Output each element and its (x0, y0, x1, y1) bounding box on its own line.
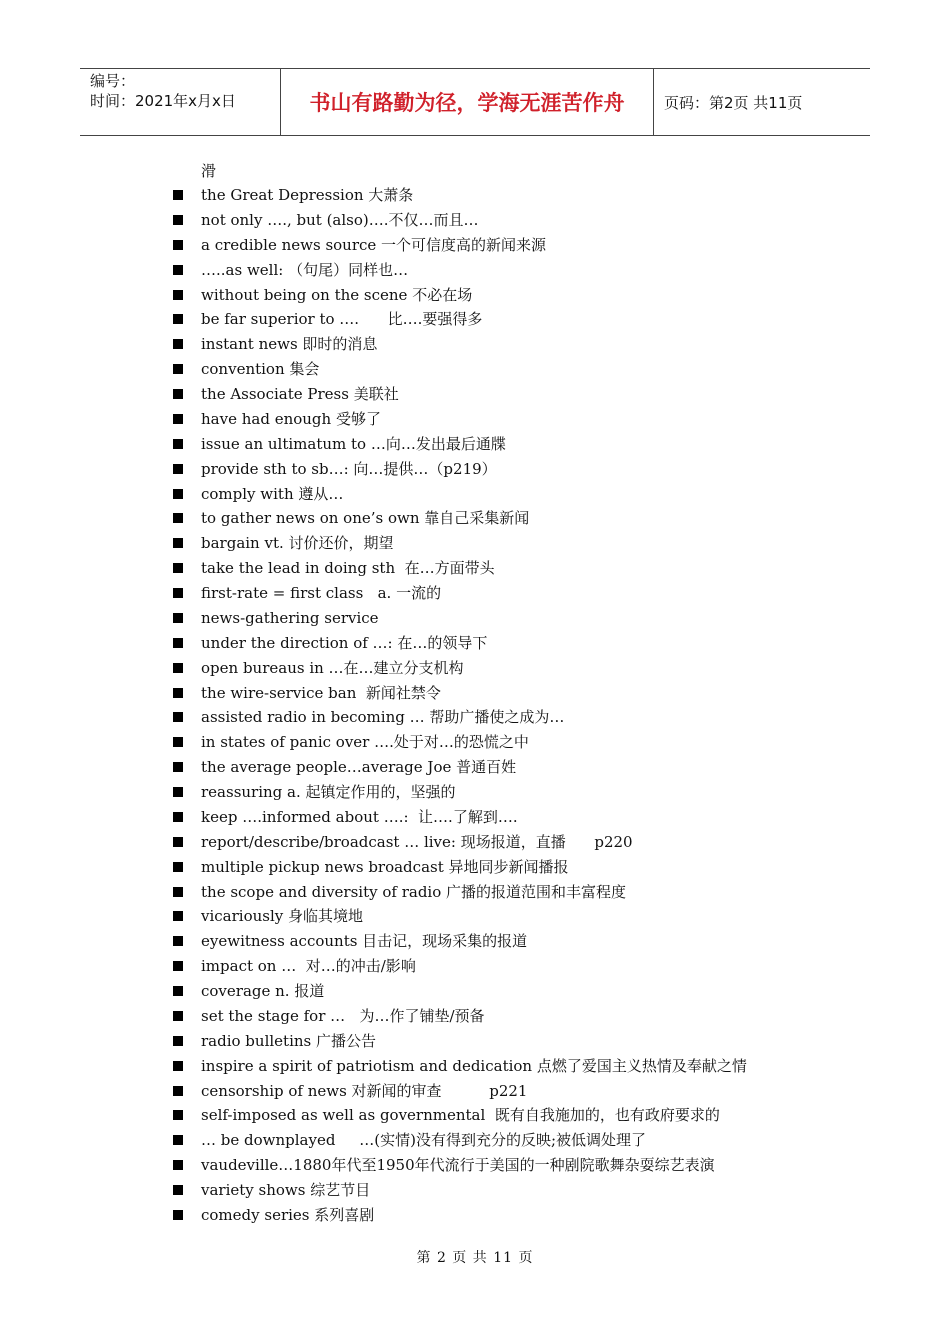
list-item-text: multiple pickup news broadcast 异地同步新闻播报 (201, 857, 569, 876)
bullet-square-icon (173, 1135, 183, 1145)
bullet-square-icon (173, 986, 183, 996)
list-item-text: assisted radio in becoming … 帮助广播使之成为… (201, 708, 565, 727)
list-item (172, 1105, 747, 1130)
list-item-text: comedy series 系列喜剧 (201, 1205, 375, 1224)
list-item (172, 931, 747, 956)
bullet-square-icon (173, 1185, 183, 1195)
list-item (172, 732, 747, 757)
list-item (172, 185, 747, 210)
bullet-square-icon (173, 1011, 183, 1021)
list-item-text: radio bulletins 广播公告 (201, 1031, 376, 1050)
list-item-text: to gather news on one’s own 靠自己采集新闻 (201, 509, 530, 528)
bullet-square-icon (173, 663, 183, 673)
list-item-text: coverage n. 报道 (201, 982, 325, 1000)
bullet-square-icon (173, 737, 183, 747)
list-item (172, 757, 747, 782)
list-item-text: the Associate Press 美联社 (201, 385, 399, 403)
list-item (172, 782, 747, 807)
list-item (172, 1130, 747, 1155)
list-item-text: self-imposed as well as governmental 既有自我施加的，也有政府要求的 (201, 1106, 720, 1125)
list-item-text: the average people…average Joe 普通百姓 (201, 758, 517, 777)
bullet-square-icon (173, 215, 183, 225)
list-item-text: a credible news source 一个可信度高的新闻来源 (201, 235, 547, 254)
list-item-text: report/describe/broadcast … live: 现场报道，直播 p220 (201, 832, 633, 851)
list-item-text: variety shows 综艺节目 (201, 1181, 371, 1199)
list-item-text: the wire-service ban 新闻社禁令 (201, 683, 441, 702)
list-item (172, 857, 747, 882)
vocabulary-list (172, 185, 747, 1230)
list-item-text: the scope and diversity of radio 广播的报道范围和丰富程度 (201, 882, 627, 901)
list-item (172, 434, 747, 459)
bullet-square-icon (173, 961, 183, 971)
time-label: 时间：2021年x月x日 (90, 92, 236, 110)
bullet-square-icon (173, 638, 183, 648)
list-item (172, 285, 747, 310)
list-item-text: be far superior to …. 比….要强得多 (201, 310, 483, 329)
list-item-text: convention 集会 (201, 360, 320, 379)
list-item (172, 1056, 747, 1081)
bullet-square-icon (173, 712, 183, 722)
bullet-square-icon (173, 1210, 183, 1220)
list-item-text: … be downplayed …(实情)没有得到充分的反映;被低调处理了 (201, 1131, 647, 1150)
bullet-square-icon (173, 1086, 183, 1096)
list-item-text: provide sth to sb…: 向…提供…（p219） (201, 459, 497, 478)
list-item (172, 1006, 747, 1031)
list-item-text: the Great Depression 大萧条 (201, 186, 414, 204)
list-item (172, 1205, 747, 1230)
list-item (172, 459, 747, 484)
bullet-square-icon (173, 190, 183, 200)
list-item-text: eyewitness accounts 目击记，现场采集的报道 (201, 932, 528, 951)
list-item (172, 608, 747, 633)
list-item (172, 1180, 747, 1205)
header-meta (80, 69, 281, 135)
bullet-square-icon (173, 489, 183, 499)
bullet-square-icon (173, 911, 183, 921)
list-item-text: keep ….informed about ….: 让….了解到…. (201, 807, 518, 826)
bullet-square-icon (173, 787, 183, 797)
list-item (172, 558, 747, 583)
list-item-text: have had enough 受够了 (201, 409, 381, 428)
list-item (172, 1081, 747, 1106)
bullet-square-icon (173, 290, 183, 300)
list-item-text: instant news 即时的消息 (201, 335, 378, 354)
bullet-square-icon (173, 314, 183, 324)
bullet-square-icon (173, 1061, 183, 1071)
bullet-square-icon (173, 439, 183, 449)
bullet-square-icon (173, 588, 183, 598)
bullet-square-icon (173, 936, 183, 946)
list-item (172, 683, 747, 708)
list-item-text: without being on the scene 不必在场 (201, 285, 473, 304)
list-item-text: first-rate = first class a. 一流的 (201, 584, 442, 602)
bullet-square-icon (173, 240, 183, 250)
list-item-text: in states of panic over ….处于对…的恐慌之中 (201, 733, 529, 752)
bullet-square-icon (173, 414, 183, 424)
list-item (172, 583, 747, 608)
list-item-text: issue an ultimatum to …向…发出最后通牒 (201, 434, 506, 453)
page-header (80, 68, 870, 136)
list-item (172, 633, 747, 658)
list-item-text: vaudeville…1880年代至1950年代流行于美国的一种剧院歌舞杂耍综艺表演 (201, 1156, 715, 1175)
list-item (172, 533, 747, 558)
bullet-square-icon (173, 513, 183, 523)
list-item (172, 384, 747, 409)
list-item-text: bargain vt. 讨价还价，期望 (201, 534, 394, 553)
list-item-text: reassuring a. 起镇定作用的，坚强的 (201, 783, 456, 801)
bullet-square-icon (173, 389, 183, 399)
header-motto: 书山有路勤为径，学海无涯苦作舟 (281, 69, 654, 135)
list-item-text: censorship of news 对新闻的审查 p221 (201, 1081, 528, 1100)
list-item (172, 1155, 747, 1180)
bullet-square-icon (173, 1036, 183, 1046)
list-item (172, 956, 747, 981)
bullet-square-icon (173, 613, 183, 623)
list-item (172, 235, 747, 260)
list-item-text: vicariously 身临其境地 (201, 907, 364, 926)
list-item (172, 707, 747, 732)
bullet-square-icon (173, 538, 183, 548)
bullet-square-icon (173, 563, 183, 573)
list-item (172, 832, 747, 857)
continuation-text: 滑 (201, 162, 217, 180)
bullet-square-icon (173, 812, 183, 822)
list-item (172, 981, 747, 1006)
page-footer: 第 2 页 共 11 页 (416, 1250, 534, 1266)
list-item-text: under the direction of …: 在…的领导下 (201, 633, 488, 652)
bullet-square-icon (173, 364, 183, 374)
bullet-square-icon (173, 887, 183, 897)
list-item-text: comply with 遵从… (201, 484, 344, 503)
list-item-text: …..as well: （句尾）同样也… (201, 260, 409, 279)
bullet-square-icon (173, 862, 183, 872)
bullet-square-icon (173, 1160, 183, 1170)
bullet-square-icon (173, 464, 183, 474)
list-item (172, 906, 747, 931)
number-label: 编号： (90, 72, 136, 90)
list-item (172, 882, 747, 907)
list-item-text: open bureaus in …在…建立分支机构 (201, 658, 464, 677)
bullet-square-icon (173, 1110, 183, 1120)
list-item (172, 508, 747, 533)
list-item-text: impact on … 对…的冲击/影响 (201, 957, 416, 976)
header-page-label: 页码：第2页 共11页 (664, 93, 803, 112)
list-item (172, 210, 747, 235)
list-item (172, 334, 747, 359)
bullet-square-icon (173, 837, 183, 847)
list-item (172, 409, 747, 434)
bullet-square-icon (173, 762, 183, 772)
list-item-text: news-gathering service (201, 608, 379, 627)
list-item (172, 260, 747, 285)
list-item-text: take the lead in doing sth 在…方面带头 (201, 559, 495, 578)
list-item-text: set the stage for … 为…作了铺垫/预备 (201, 1006, 485, 1025)
bullet-square-icon (173, 688, 183, 698)
list-item-text: inspire a spirit of patriotism and dedication 点燃了爱国主义热情及奉献之情 (201, 1056, 747, 1075)
list-item (172, 658, 747, 683)
bullet-square-icon (173, 339, 183, 349)
list-item (172, 484, 747, 509)
list-item-text: not only …., but (also)….不仅…而且… (201, 210, 479, 229)
bullet-square-icon (173, 265, 183, 275)
list-item (172, 1031, 747, 1056)
list-item (172, 359, 747, 384)
list-item (172, 807, 747, 832)
list-item (172, 309, 747, 334)
